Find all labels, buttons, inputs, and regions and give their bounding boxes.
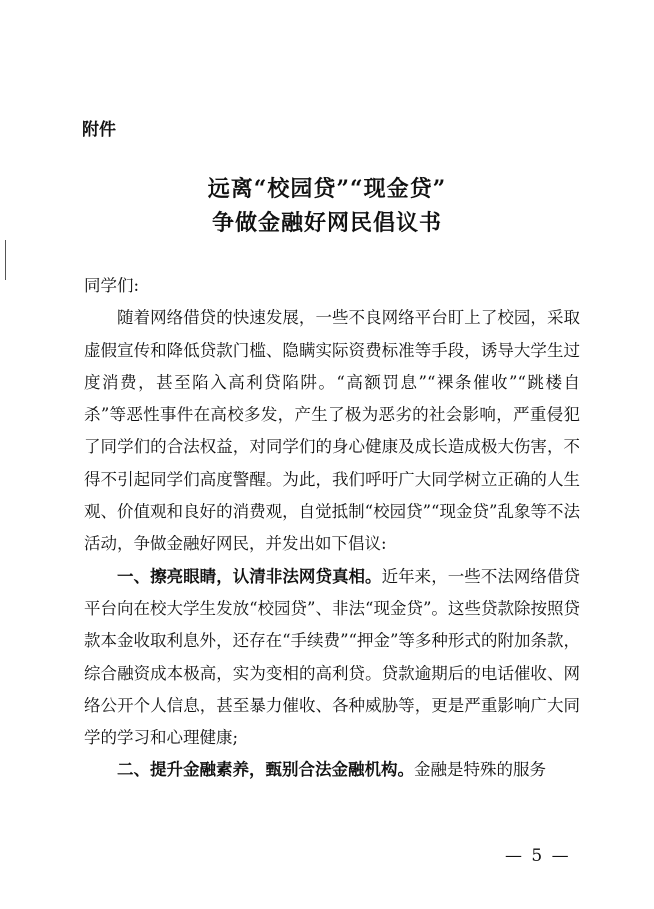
title-line-2: 争做金融好网民倡议书 (211, 210, 442, 236)
page-number: — 5 — (505, 846, 571, 866)
point-2-heading: 二、提升金融素养，甄别合法金融机构。 (117, 760, 414, 780)
binding-mark (5, 240, 9, 280)
paragraph-point-2 (84, 754, 580, 786)
title-line-1: 远离“校园贷”“现金贷” (207, 176, 447, 202)
point-1-text: 近年来，一些不法网络借贷平台向在校大学生发放“校园贷”、非法“现金贷”。这些贷款除按照贷款本金收取利息外，还存在“手续费”“押金”等多种形式的附加条款，综合融资成本极高，实为变相的高利贷。贷款逾期后的电话催收、网络公开个人信息，甚至暴力催收、各种威胁等，更是严重影响广大同学的学习和心理健康; (84, 566, 581, 748)
point-2-text: 金融是特殊的服务 (414, 760, 546, 780)
greeting: 同学们: (84, 276, 140, 295)
document-body (84, 270, 580, 787)
point-1-heading: 一、擦亮眼睛，认清非法网贷真相。 (117, 566, 382, 586)
paragraph-intro: 随着网络借贷的快速发展，一些不良网络平台盯上了校园，采取虚假宣传和降低贷款门槛、隐瞒实际资费标准等手段，诱导大学生过度消费，甚至陷入高利贷陷阱。“高额罚息”“裸条催收”“跳楼自杀”等恶性事件在高校多发，产生了极为恶劣的社会影响，严重侵犯了同学们的合法权益，对同学们的身心健康及成长造成极大伤害，不得不引起同学们高度警醒。为此，我们呼吁广大同学树立正确的人生观、价值观和良好的消费观，自觉抵制“校园贷”“现金贷”乱象等不法活动，争做金融好网民，并发出如下倡议: (84, 308, 580, 554)
paragraph-point-1 (84, 561, 580, 755)
attachment-label: 附件 (82, 120, 116, 140)
